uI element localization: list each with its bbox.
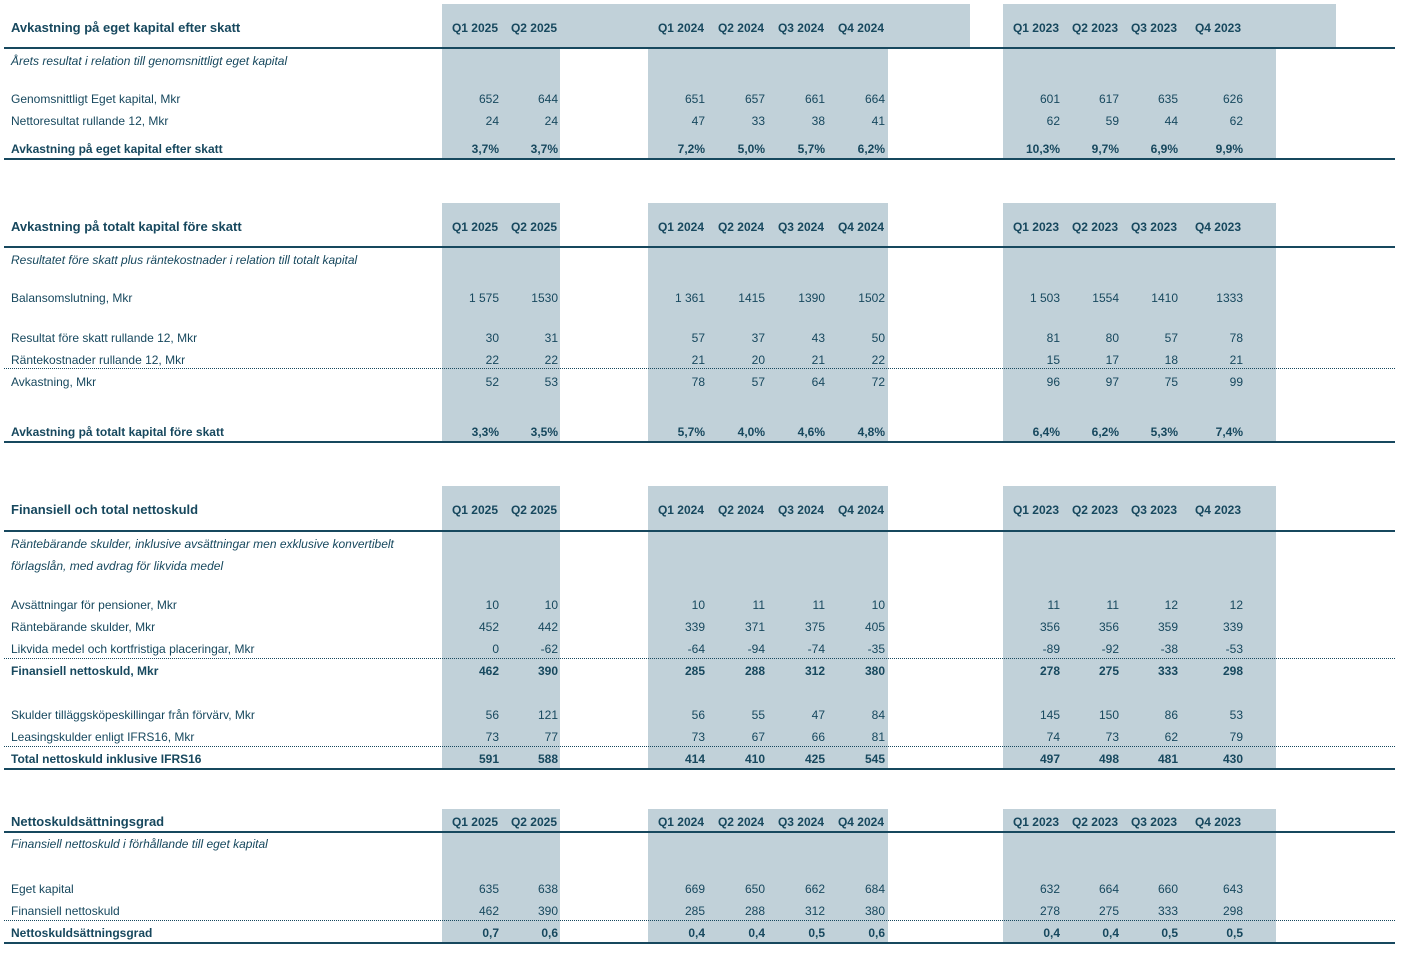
cell-value: 278 [1039, 904, 1060, 918]
cell-value: 73 [691, 730, 705, 744]
cell-value: 380 [864, 664, 885, 678]
cell-value: 657 [744, 92, 765, 106]
row-label: Total nettoskuld inklusive IFRS16 [11, 752, 202, 766]
cell-value: 1415 [738, 291, 765, 305]
quarter-header: Q2 2024 [717, 815, 765, 829]
cell-value: 285 [684, 664, 705, 678]
cell-value: 312 [804, 664, 825, 678]
cell-value: 462 [478, 664, 499, 678]
cell-value: 64 [811, 375, 825, 389]
cell-value: 650 [744, 882, 765, 896]
section-title: Avkastning på totalt kapital före skatt [11, 219, 242, 234]
cell-value: 1 361 [674, 291, 705, 305]
row-label: Eget kapital [11, 882, 74, 896]
quarter-header: Q3 2023 [1130, 503, 1178, 517]
quarter-header: Q4 2024 [837, 21, 885, 35]
quarter-header: Q1 2024 [657, 815, 705, 829]
cell-value: 4,0% [737, 425, 765, 439]
cell-value: 79 [1229, 730, 1243, 744]
cell-value: 80 [1105, 331, 1119, 345]
cell-value: 150 [1098, 708, 1119, 722]
cell-value: 410 [744, 752, 765, 766]
subtotal-rule [4, 746, 1395, 747]
cell-value: 452 [478, 620, 499, 634]
cell-value: 57 [691, 331, 705, 345]
cell-value: 11 [1106, 598, 1119, 612]
cell-value: 37 [751, 331, 765, 345]
cell-value: 52 [485, 375, 499, 389]
quarter-header: Q1 2024 [657, 503, 705, 517]
cell-value: 33 [751, 114, 765, 128]
cell-value: 97 [1105, 375, 1119, 389]
row-label: Finansiell nettoskuld [11, 904, 120, 918]
cell-value: 47 [691, 114, 705, 128]
cell-value: 66 [811, 730, 825, 744]
cell-value: 78 [691, 375, 705, 389]
cell-value: 660 [1157, 882, 1178, 896]
cell-value: 11 [752, 598, 765, 612]
cell-value: 6,2% [857, 142, 885, 156]
cell-value: 638 [537, 882, 558, 896]
cell-value: -89 [1042, 642, 1060, 656]
quarter-header: Q2 2024 [717, 220, 765, 234]
cell-value: 99 [1229, 375, 1243, 389]
cell-value: 43 [811, 331, 825, 345]
cell-value: 4,8% [857, 425, 885, 439]
subtotal-rule [4, 658, 1395, 659]
cell-value: 312 [804, 904, 825, 918]
cell-value: 121 [537, 708, 558, 722]
cell-value: 405 [864, 620, 885, 634]
cell-value: 652 [478, 92, 499, 106]
cell-value: 57 [1164, 331, 1178, 345]
section-title: Avkastning på eget kapital efter skatt [11, 20, 241, 35]
cell-value: 1 503 [1029, 291, 1060, 305]
quarter-header: Q1 2025 [451, 220, 499, 234]
section-description: Räntebärande skulder, inklusive avsättningar men exklusive konvertibelt [11, 537, 394, 551]
cell-value: 380 [864, 904, 885, 918]
cell-value: 1530 [531, 291, 558, 305]
cell-value: 18 [1164, 353, 1178, 367]
cell-value: 73 [485, 730, 499, 744]
cell-value: -74 [807, 642, 825, 656]
cell-value: 22 [485, 353, 499, 367]
cell-value: 62 [1229, 114, 1243, 128]
row-label: Nettoresultat rullande 12, Mkr [11, 114, 169, 128]
cell-value: 11 [812, 598, 825, 612]
quarter-header: Q3 2023 [1130, 21, 1178, 35]
cell-value: 339 [1222, 620, 1243, 634]
cell-value: 74 [1046, 730, 1060, 744]
cell-value: 390 [537, 664, 558, 678]
row-label: Leasingskulder enligt IFRS16, Mkr [11, 730, 195, 744]
row-label: Avkastning på totalt kapital före skatt [11, 425, 224, 439]
row-label: Balansomslutning, Mkr [11, 291, 133, 305]
cell-value: 41 [871, 114, 885, 128]
cell-value: -62 [540, 642, 558, 656]
cell-value: 10 [691, 598, 705, 612]
cell-value: 75 [1164, 375, 1178, 389]
cell-value: 664 [1098, 882, 1119, 896]
cell-value: 57 [751, 375, 765, 389]
cell-value: 425 [804, 752, 825, 766]
cell-value: 9,7% [1091, 142, 1119, 156]
cell-value: 3,5% [530, 425, 558, 439]
quarter-header: Q3 2023 [1130, 220, 1178, 234]
quarter-header: Q1 2023 [1012, 21, 1060, 35]
cell-value: -92 [1101, 642, 1119, 656]
row-label: Avsättningar för pensioner, Mkr [11, 598, 177, 612]
cell-value: 3,7% [471, 142, 499, 156]
quarter-header: Q2 2024 [717, 503, 765, 517]
cell-value: 47 [811, 708, 825, 722]
quarter-header: Q2 2025 [510, 503, 558, 517]
cell-value: 626 [1222, 92, 1243, 106]
quarter-header: Q4 2023 [1194, 220, 1242, 234]
cell-value: 72 [871, 375, 885, 389]
cell-value: 632 [1039, 882, 1060, 896]
section-rule [4, 768, 1395, 770]
cell-value: 275 [1098, 664, 1119, 678]
cell-value: 1 575 [468, 291, 499, 305]
cell-value: 1410 [1151, 291, 1178, 305]
quarter-header: Q3 2023 [1130, 815, 1178, 829]
cell-value: 288 [744, 904, 765, 918]
cell-value: 3,3% [471, 425, 499, 439]
section-description: förlagslån, med avdrag för likvida medel [11, 559, 224, 573]
quarter-header: Q1 2025 [451, 21, 499, 35]
cell-value: 288 [744, 664, 765, 678]
cell-value: 339 [684, 620, 705, 634]
quarter-header: Q4 2024 [837, 503, 885, 517]
cell-value: 24 [544, 114, 558, 128]
cell-value: 77 [544, 730, 558, 744]
cell-value: 0,4 [1102, 926, 1119, 940]
cell-value: 390 [537, 904, 558, 918]
cell-value: 356 [1039, 620, 1060, 634]
cell-value: 661 [804, 92, 825, 106]
subtotal-rule [4, 920, 1395, 921]
cell-value: 644 [537, 92, 558, 106]
quarter-header: Q2 2025 [510, 21, 558, 35]
cell-value: 7,2% [677, 142, 705, 156]
cell-value: -94 [747, 642, 765, 656]
quarter-header: Q4 2024 [837, 220, 885, 234]
cell-value: 145 [1039, 708, 1060, 722]
cell-value: 497 [1039, 752, 1060, 766]
cell-value: 5,3% [1150, 425, 1178, 439]
cell-value: 0,4 [748, 926, 765, 940]
cell-value: 7,4% [1215, 425, 1243, 439]
cell-value: 67 [751, 730, 765, 744]
cell-value: 414 [684, 752, 705, 766]
quarter-header: Q2 2023 [1071, 21, 1119, 35]
quarter-header: Q3 2024 [777, 21, 825, 35]
cell-value: 9,9% [1215, 142, 1243, 156]
quarter-header: Q1 2025 [451, 503, 499, 517]
quarter-header: Q1 2024 [657, 21, 705, 35]
cell-value: 0,5 [1161, 926, 1178, 940]
quarter-header: Q2 2024 [717, 21, 765, 35]
quarter-header: Q4 2023 [1194, 21, 1242, 35]
cell-value: 6,9% [1150, 142, 1178, 156]
cell-value: 6,4% [1032, 425, 1060, 439]
cell-value: 86 [1164, 708, 1178, 722]
quarter-header: Q2 2025 [510, 220, 558, 234]
quarter-header: Q2 2023 [1071, 503, 1119, 517]
cell-value: 31 [544, 331, 558, 345]
quarter-header: Q1 2023 [1012, 503, 1060, 517]
cell-value: 21 [1229, 353, 1243, 367]
cell-value: 10 [544, 598, 558, 612]
cell-value: 481 [1157, 752, 1178, 766]
cell-value: 17 [1105, 353, 1119, 367]
column-band [442, 203, 560, 441]
section-title: Nettoskuldsättningsgrad [11, 814, 165, 829]
quarter-header: Q2 2025 [510, 815, 558, 829]
cell-value: 0,6 [868, 926, 885, 940]
cell-value: 59 [1105, 114, 1119, 128]
section-description: Resultatet före skatt plus räntekostnader i relation till totalt kapital [11, 253, 358, 267]
cell-value: 5,7% [797, 142, 825, 156]
section-rule [4, 246, 1395, 248]
cell-value: 356 [1098, 620, 1119, 634]
quarter-header: Q1 2025 [451, 815, 499, 829]
row-label: Resultat före skatt rullande 12, Mkr [11, 331, 198, 345]
cell-value: 53 [544, 375, 558, 389]
quarter-header: Q2 2023 [1071, 815, 1119, 829]
section-rule [4, 158, 1395, 160]
cell-value: 62 [1164, 730, 1178, 744]
cell-value: 1502 [858, 291, 885, 305]
cell-value: 333 [1157, 664, 1178, 678]
cell-value: 10,3% [1025, 142, 1060, 156]
section-rule [4, 942, 1395, 944]
cell-value: 442 [537, 620, 558, 634]
cell-value: 22 [871, 353, 885, 367]
subtotal-rule [4, 368, 1395, 369]
cell-value: -53 [1225, 642, 1243, 656]
cell-value: 3,7% [530, 142, 558, 156]
quarter-header: Q3 2024 [777, 503, 825, 517]
column-band [1003, 203, 1276, 441]
quarter-header: Q1 2023 [1012, 220, 1060, 234]
row-label: Avkastning på eget kapital efter skatt [11, 142, 223, 156]
cell-value: 371 [744, 620, 765, 634]
cell-value: 669 [684, 882, 705, 896]
cell-value: 44 [1164, 114, 1178, 128]
cell-value: 56 [691, 708, 705, 722]
cell-value: 12 [1164, 598, 1178, 612]
cell-value: 1390 [798, 291, 825, 305]
cell-value: 684 [864, 882, 885, 896]
cell-value: 635 [1157, 92, 1178, 106]
cell-value: 5,7% [677, 425, 705, 439]
cell-value: 635 [478, 882, 499, 896]
cell-value: 4,6% [797, 425, 825, 439]
cell-value: 5,0% [737, 142, 765, 156]
quarter-header: Q4 2023 [1194, 815, 1242, 829]
cell-value: 643 [1222, 882, 1243, 896]
cell-value: 10 [485, 598, 499, 612]
cell-value: 591 [478, 752, 499, 766]
cell-value: 0,5 [1226, 926, 1243, 940]
cell-value: 22 [544, 353, 558, 367]
cell-value: 430 [1222, 752, 1243, 766]
row-label: Nettoskuldsättningsgrad [11, 926, 153, 940]
cell-value: 12 [1229, 598, 1243, 612]
cell-value: 6,2% [1091, 425, 1119, 439]
cell-value: -64 [687, 642, 705, 656]
quarter-header: Q4 2024 [837, 815, 885, 829]
cell-value: 24 [485, 114, 499, 128]
cell-value: 601 [1039, 92, 1060, 106]
cell-value: 73 [1105, 730, 1119, 744]
cell-value: 664 [864, 92, 885, 106]
section-description: Finansiell nettoskuld i förhållande till eget kapital [11, 837, 268, 851]
cell-value: 498 [1098, 752, 1119, 766]
cell-value: 21 [811, 353, 825, 367]
quarter-header: Q2 2023 [1071, 220, 1119, 234]
cell-value: 0,4 [1043, 926, 1060, 940]
cell-value: 21 [691, 353, 705, 367]
cell-value: 78 [1229, 331, 1243, 345]
cell-value: 298 [1222, 904, 1243, 918]
cell-value: 1554 [1092, 291, 1119, 305]
cell-value: 11 [1047, 598, 1060, 612]
cell-value: 62 [1046, 114, 1060, 128]
row-label: Genomsnittligt Eget kapital, Mkr [11, 92, 181, 106]
cell-value: 38 [811, 114, 825, 128]
quarter-header: Q3 2024 [777, 815, 825, 829]
quarter-header: Q4 2023 [1194, 503, 1242, 517]
quarter-header: Q3 2024 [777, 220, 825, 234]
row-label: Skulder tilläggsköpeskillingar från förvärv, Mkr [11, 708, 255, 722]
cell-value: 55 [751, 708, 765, 722]
cell-value: 617 [1098, 92, 1119, 106]
cell-value: 0,7 [482, 926, 499, 940]
row-label: Räntekostnader rullande 12, Mkr [11, 353, 186, 367]
cell-value: 0 [492, 642, 499, 656]
section-title: Finansiell och total nettoskuld [11, 502, 199, 517]
row-label: Likvida medel och kortfristiga placeringar, Mkr [11, 642, 255, 656]
cell-value: 30 [485, 331, 499, 345]
cell-value: 56 [485, 708, 499, 722]
cell-value: 81 [1046, 331, 1060, 345]
quarter-header: Q1 2024 [657, 220, 705, 234]
cell-value: 588 [537, 752, 558, 766]
cell-value: 0,5 [808, 926, 825, 940]
cell-value: 53 [1229, 708, 1243, 722]
row-label: Räntebärande skulder, Mkr [11, 620, 156, 634]
cell-value: 50 [871, 331, 885, 345]
cell-value: 96 [1046, 375, 1060, 389]
cell-value: -35 [867, 642, 885, 656]
section-rule [4, 530, 1395, 532]
cell-value: 10 [871, 598, 885, 612]
quarter-header: Q1 2023 [1012, 815, 1060, 829]
cell-value: 0,4 [688, 926, 705, 940]
cell-value: -38 [1160, 642, 1178, 656]
cell-value: 0,6 [541, 926, 558, 940]
cell-value: 298 [1222, 664, 1243, 678]
row-label: Avkastning, Mkr [11, 375, 97, 389]
cell-value: 278 [1039, 664, 1060, 678]
section-rule [4, 47, 1395, 49]
cell-value: 462 [478, 904, 499, 918]
column-band [648, 203, 888, 441]
cell-value: 375 [804, 620, 825, 634]
cell-value: 545 [864, 752, 885, 766]
row-label: Finansiell nettoskuld, Mkr [11, 664, 159, 678]
section-description: Årets resultat i relation till genomsnittligt eget kapital [11, 54, 288, 68]
cell-value: 81 [871, 730, 885, 744]
cell-value: 662 [804, 882, 825, 896]
cell-value: 285 [684, 904, 705, 918]
cell-value: 84 [871, 708, 885, 722]
cell-value: 15 [1046, 353, 1060, 367]
cell-value: 275 [1098, 904, 1119, 918]
cell-value: 333 [1157, 904, 1178, 918]
section-rule [4, 441, 1395, 443]
section-rule [4, 831, 1395, 833]
cell-value: 651 [684, 92, 705, 106]
cell-value: 359 [1157, 620, 1178, 634]
cell-value: 20 [751, 353, 765, 367]
cell-value: 1333 [1216, 291, 1243, 305]
